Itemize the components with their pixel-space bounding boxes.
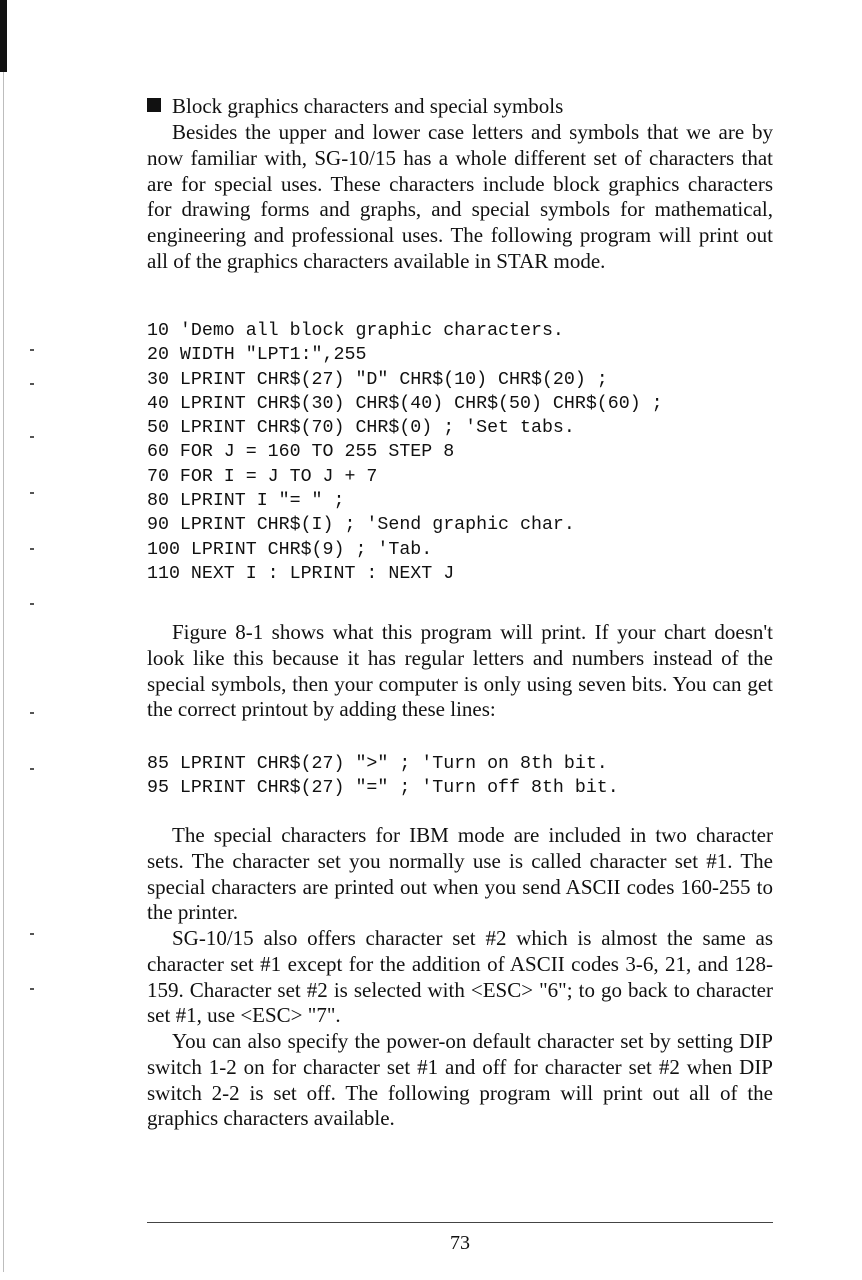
scan-mark	[30, 492, 34, 494]
code-line: 10 'Demo all block graphic characters.	[147, 321, 564, 341]
section-heading-text: Block graphics characters and special symbols	[172, 94, 564, 118]
scan-mark	[30, 768, 34, 770]
code-line: 85 LPRINT CHR$(27) ">" ; 'Turn on 8th bit.	[147, 754, 608, 774]
scan-mark	[30, 988, 34, 990]
section-heading	[147, 94, 563, 119]
code-line: 50 LPRINT CHR$(70) CHR$(0) ; 'Set tabs.	[147, 418, 575, 439]
scan-mark	[30, 383, 34, 385]
scan-mark	[30, 349, 34, 351]
code-line: 60 FOR J = 160 TO 255 STEP 8	[147, 442, 455, 463]
scan-mark	[30, 548, 34, 550]
square-bullet-icon	[147, 98, 161, 112]
page-number: 73	[450, 1232, 470, 1254]
program-listing	[147, 319, 663, 586]
intro-paragraph: Besides the upper and lower case letters and symbols that we are by now familiar with, SG-10/15 has a whole different set of characters that are for special uses. These characters include block graphics characters for drawing forms and graphs, and special symbols for mathematical, engineering and professional uses. The following program will print out all of the graphics characters available in STAR mode.	[147, 120, 773, 273]
dip-switch-paragraph: You can also specify the power-on default character set by setting DIP switch 1-2 on for character set #1 and off for character set #2 when DIP switch 2-2 is set off. The following program will print out all of the graphics characters available.	[147, 1029, 773, 1131]
code-line: 80 LPRINT I "= " ;	[147, 491, 345, 512]
ibm-mode-paragraph: The special characters for IBM mode are included in two character sets. The character set you normally use is called character set #1. The special characters are printed out when you send ASCII codes 160-255 to the printer.	[147, 823, 773, 925]
footer-rule	[147, 1222, 773, 1223]
scan-mark	[30, 712, 34, 714]
code-line: 70 FOR I = J TO J + 7	[147, 466, 378, 487]
character-set-2-paragraph: SG-10/15 also offers character set #2 which is almost the same as character set #1 except for the addition of ASCII codes 3-6, 21, and 128-159. Character set #2 is selected with <ESC> "6"; to go back to character set #1, use <ESC> "7".	[147, 926, 773, 1028]
code-line: 95 LPRINT CHR$(27) "=" ; 'Turn off 8th bit.	[147, 778, 619, 799]
code-line: 110 NEXT I : LPRINT : NEXT J	[147, 563, 455, 584]
figure-paragraph: Figure 8-1 shows what this program will print. If your chart doesn't look like this because it has regular letters and numbers instead of the special symbols, then your computer is only using seven bits. You can get the correct printout by adding these lines:	[147, 620, 773, 722]
code-line: 40 LPRINT CHR$(30) CHR$(40) CHR$(50) CHR$(60) ;	[147, 393, 663, 414]
scan-mark	[30, 933, 34, 935]
code-line: 100 LPRINT CHR$(9) ; 'Tab.	[147, 539, 433, 560]
eighth-bit-listing	[147, 752, 619, 801]
code-line: 90 LPRINT CHR$(I) ; 'Send graphic char.	[147, 515, 575, 536]
page-edge-line	[3, 72, 4, 1272]
code-line: 20 WIDTH "LPT1:",255	[147, 345, 367, 366]
code-line: 30 LPRINT CHR$(27) "D" CHR$(10) CHR$(20) ;	[147, 369, 608, 390]
page-edge-shadow	[0, 0, 7, 72]
scan-mark	[30, 436, 34, 438]
scan-mark	[30, 603, 34, 605]
